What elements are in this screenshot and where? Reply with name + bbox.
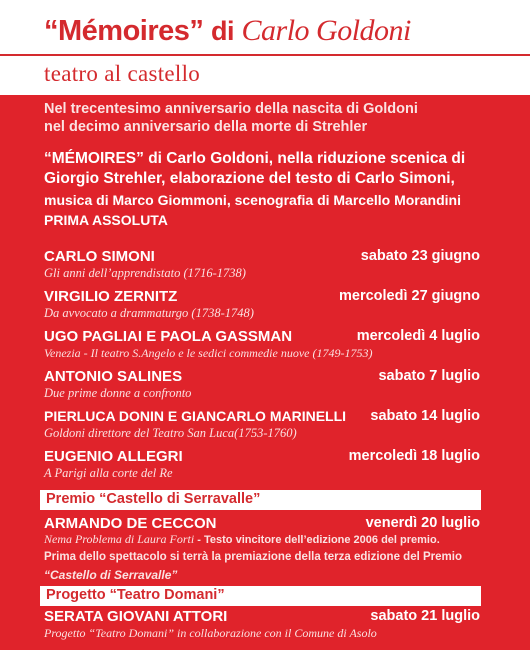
description-line-3: musica di Marco Giommoni, scenografia di Marcello Morandini [44, 192, 461, 208]
header [0, 0, 530, 95]
event-performer: CARLO SIMONI [44, 248, 155, 265]
event-date: sabato 23 giugno [360, 248, 480, 264]
event-performer: UGO PAGLIAI E PAOLA GASSMAN [44, 328, 293, 345]
progetto-subtitle: Progetto “Teatro Domani” in collaborazione con il Comune di Asolo [44, 626, 377, 640]
event-date: mercoledì 4 luglio [356, 328, 480, 344]
description-premiere: PRIMA ASSOLUTA [44, 212, 168, 228]
premio-heading: Premio “Castello di Serravalle” [46, 491, 261, 507]
premio-performer: ARMANDO DE CECCON [44, 515, 217, 532]
event-performer: ANTONIO SALINES [44, 368, 183, 385]
page-title [44, 14, 411, 48]
event-performer: PIERLUCA DONIN E GIANCARLO MARINELLI [44, 408, 347, 424]
event-subtitle: Gli anni dell’apprendistato (1716-1738) [44, 266, 246, 280]
program-panel [0, 95, 530, 650]
event-performer: EUGENIO ALLEGRI [44, 448, 183, 465]
event-subtitle: Goldoni direttore del Teatro San Luca(1753-1760) [44, 426, 297, 440]
progetto-date: sabato 21 luglio [370, 608, 480, 624]
event-subtitle: Da avvocato a drammaturgo (1738-1748) [44, 306, 254, 320]
event-date: mercoledì 27 giugno [339, 288, 480, 304]
premio-note-line-1: Prima dello spettacolo si terrà la premiazione della terza edizione del Premio [44, 551, 462, 563]
event-date: sabato 14 luglio [370, 408, 480, 424]
event-subtitle: Venezia - Il teatro S.Angelo e le sedici commedie nuove (1749-1753) [44, 346, 373, 360]
page-subtitle: teatro al castello [44, 61, 201, 86]
event-performer: VIRGILIO ZERNITZ [44, 288, 178, 305]
description-line-1: “MÉMOIRES” di Carlo Goldoni, nella riduzione scenica di [44, 150, 466, 167]
event-subtitle: Due prime donne a confronto [44, 386, 192, 400]
premio-note-line-2: “Castello di Serravalle” [44, 568, 178, 582]
description-line-2: Giorgio Strehler, elaborazione del testo di Carlo Simoni, [44, 170, 455, 187]
event-subtitle: A Parigi alla corte del Re [44, 466, 173, 480]
progetto-heading-box [40, 586, 481, 606]
premio-subtitle-play: Nema Problema di Laura Forti [44, 532, 195, 546]
progetto-performer: SERATA GIOVANI ATTORI [44, 608, 228, 625]
premio-subtitle [44, 532, 440, 547]
premio-date: venerdì 20 luglio [365, 515, 480, 531]
title-memoires: “Mémoires” [44, 15, 204, 47]
intro-line-1: Nel trecentesimo anniversario della nascita di Goldoni [44, 101, 418, 117]
title-di: di [210, 16, 234, 46]
intro-line-2: nel decimo anniversario della morte di Strehler [44, 119, 368, 135]
title-author: Carlo Goldoni [241, 14, 411, 47]
premio-subtitle-rest: - Testo vincitore dell’edizione 2006 del premio. [194, 534, 440, 546]
event-date: mercoledì 18 luglio [348, 448, 480, 464]
header-divider [0, 54, 530, 56]
progetto-heading: Progetto “Teatro Domani” [46, 587, 225, 603]
event-date: sabato 7 luglio [378, 368, 480, 384]
premio-heading-box [40, 490, 481, 510]
